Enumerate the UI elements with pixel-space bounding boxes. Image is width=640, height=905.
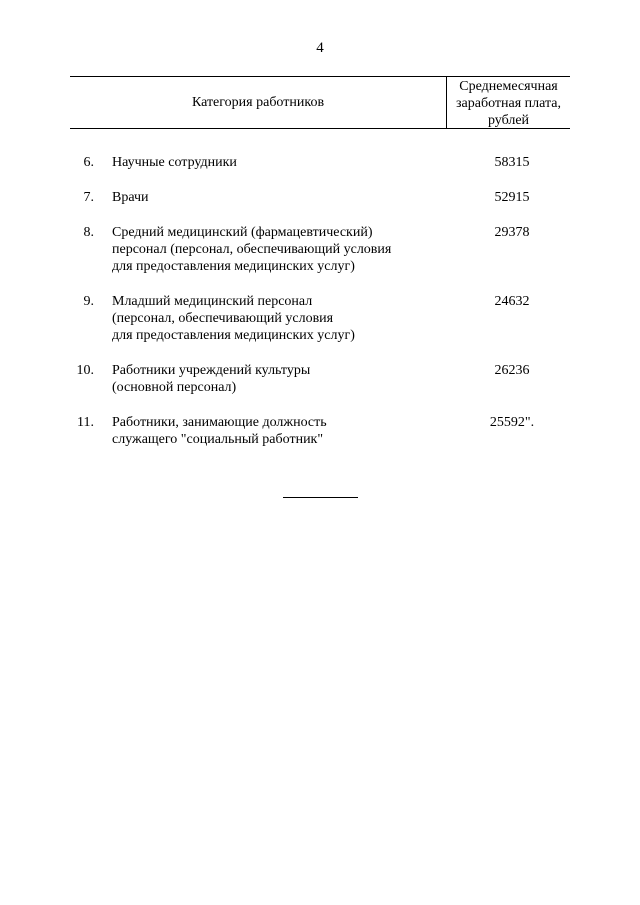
row-number: 9.	[83, 294, 94, 309]
column-header-salary-line: Среднемесячная	[459, 79, 558, 94]
row-category	[112, 224, 442, 275]
column-header-salary-line: заработная плата,	[456, 96, 561, 111]
row-category	[112, 293, 442, 344]
row-salary-value: 26236	[494, 363, 530, 378]
row-category	[112, 189, 442, 206]
row-salary-value: 24632	[494, 294, 530, 309]
row-category-line: для предоставления медицинских услуг)	[112, 259, 355, 274]
row-category-line: Врачи	[112, 190, 149, 205]
row-category-line: персонал (персонал, обеспечивающий условия	[112, 242, 392, 257]
row-category-line: Младший медицинский персонал	[112, 294, 313, 309]
row-category-line: Средний медицинский (фармацевтический)	[112, 225, 373, 240]
row-category	[112, 154, 442, 171]
row-number: 6.	[83, 155, 94, 170]
row-number: 10.	[76, 363, 94, 378]
row-salary-value: 25592".	[489, 415, 535, 430]
table-header-top-rule	[70, 76, 570, 77]
row-category-line: Работники учреждений культуры	[112, 363, 311, 378]
row-category	[112, 362, 442, 396]
column-header-category: Категория работников	[191, 95, 325, 110]
row-salary-value: 29378	[494, 225, 530, 240]
row-number: 8.	[83, 225, 94, 240]
row-salary-value: 52915	[494, 190, 530, 205]
row-category-line: (персонал, обеспечивающий условия	[112, 311, 334, 326]
column-header-salary-line: рублей	[487, 113, 530, 128]
row-category-line: Работники, занимающие должность	[112, 415, 327, 430]
row-number: 11.	[77, 415, 94, 430]
column-header-salary	[447, 78, 570, 129]
row-number: 7.	[83, 190, 94, 205]
page-number: 4	[316, 40, 324, 56]
row-category-line: Научные сотрудники	[112, 155, 237, 170]
row-category-line: для предоставления медицинских услуг)	[112, 328, 355, 343]
end-of-document-rule	[283, 497, 358, 498]
row-category-line: служащего "социальный работник"	[112, 432, 324, 447]
row-category	[112, 414, 442, 448]
row-salary-value: 58315	[494, 155, 530, 170]
row-category-line: (основной персонал)	[112, 380, 237, 395]
